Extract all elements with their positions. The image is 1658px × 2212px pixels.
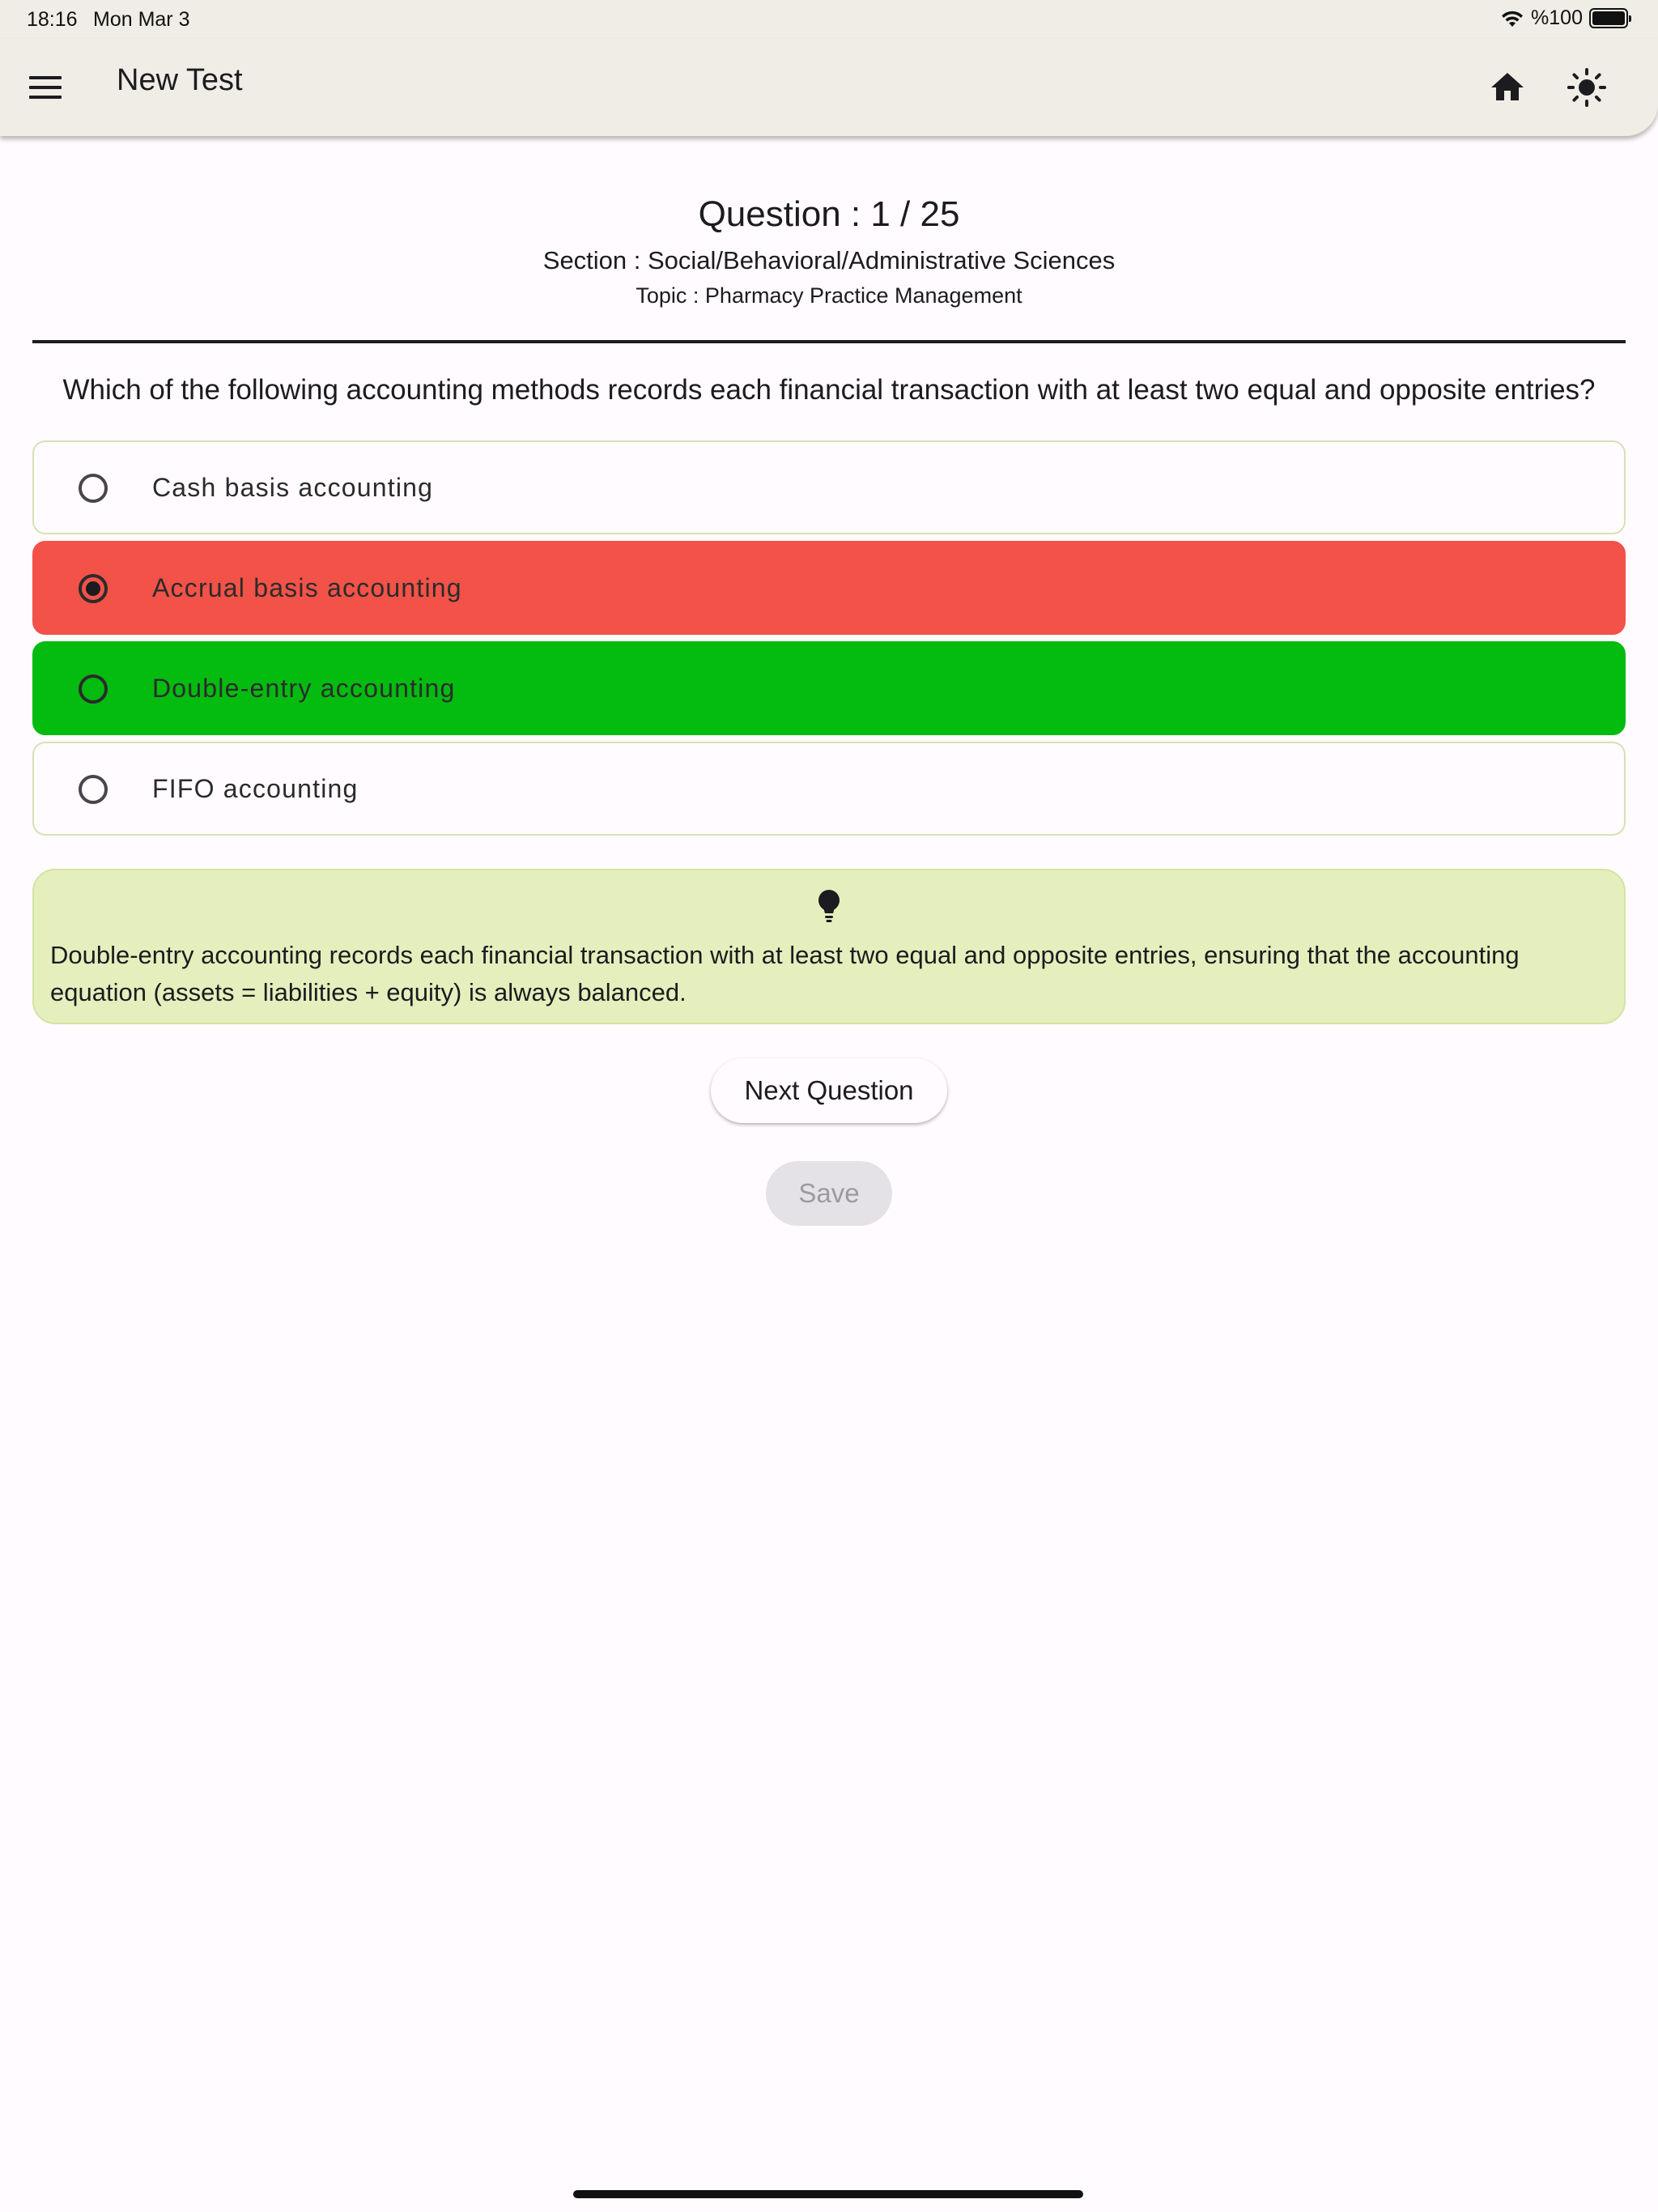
answer-option-2[interactable]	[32, 541, 1626, 635]
answer-option-1[interactable]	[32, 440, 1626, 534]
header-divider	[32, 340, 1626, 343]
answer-option-4[interactable]	[32, 742, 1626, 836]
battery-icon	[1589, 8, 1628, 28]
status-time: 18:16	[27, 8, 78, 31]
answer-label: FIFO accounting	[152, 774, 359, 803]
answer-option-3[interactable]	[32, 641, 1626, 735]
question-section: Section : Social/Behavioral/Administrative Sciences	[542, 246, 1116, 274]
status-right	[1500, 6, 1628, 30]
radio-button[interactable]	[79, 674, 108, 704]
home-indicator[interactable]	[573, 2190, 1083, 2198]
radio-button[interactable]	[79, 775, 108, 804]
app-bar	[0, 39, 1658, 136]
home-icon[interactable]	[1488, 68, 1527, 107]
question-header	[0, 194, 1658, 308]
explanation-card	[32, 869, 1626, 1024]
answer-options	[32, 440, 1626, 842]
question-number: Question : 1 / 25	[698, 194, 960, 234]
radio-button-selected[interactable]	[79, 574, 108, 603]
app-title: New Test	[117, 63, 243, 97]
battery-percent: %100	[1531, 6, 1583, 29]
answer-label: Accrual basis accounting	[152, 573, 462, 602]
status-bar	[0, 0, 1658, 39]
status-date: Mon Mar 3	[93, 8, 190, 31]
explanation-text: Double-entry accounting records each financial transaction with at least two equal and opposite entries, ensuring that the accounting equation (assets = liabilities + equity) is always balanced.	[50, 941, 1520, 1006]
menu-icon[interactable]	[29, 76, 62, 99]
answer-label: Double-entry accounting	[152, 674, 456, 703]
question-topic: Topic : Pharmacy Practice Management	[636, 283, 1022, 308]
next-question-button[interactable]: Next Question	[711, 1058, 947, 1123]
wifi-icon	[1500, 9, 1524, 28]
answer-label: Cash basis accounting	[152, 473, 434, 502]
save-button[interactable]: Save	[766, 1161, 892, 1226]
question-text: Which of the following accounting methods records each financial transaction with at least two equal and opposite entries?	[62, 374, 1596, 406]
lightbulb-icon	[814, 888, 844, 924]
radio-button[interactable]	[79, 474, 108, 503]
brightness-icon[interactable]	[1566, 66, 1608, 108]
